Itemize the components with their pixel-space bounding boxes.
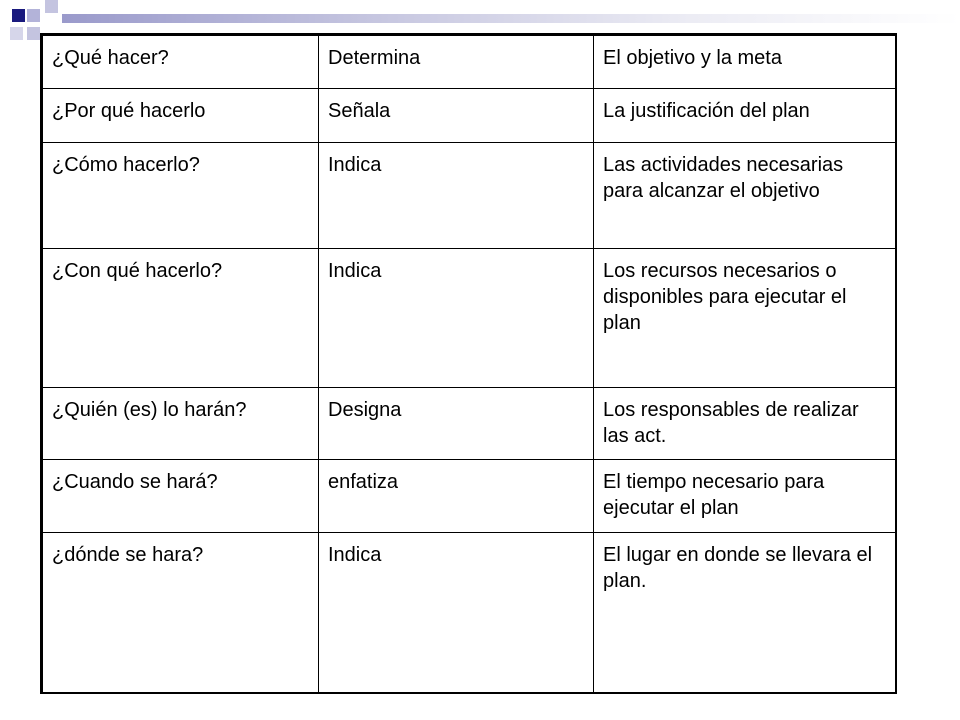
question-cell: ¿dónde se hara? [43, 533, 319, 693]
decor-square-lavender [27, 27, 40, 40]
verb-cell: Determina [319, 36, 594, 89]
answer-cell: La justificación del plan [594, 89, 896, 143]
table-row [43, 533, 896, 693]
decor-gradient-bar [62, 14, 960, 23]
decor-square-lavender [45, 0, 58, 13]
verb-cell: Designa [319, 388, 594, 460]
answer-cell: Las actividades necesarias para alcanzar el objetivo [594, 143, 896, 249]
question-cell: ¿Por qué hacerlo [43, 89, 319, 143]
answer-cell: Los responsables de realizar las act. [594, 388, 896, 460]
verb-cell: Indica [319, 249, 594, 388]
planning-table-grid [42, 35, 896, 693]
question-cell: ¿Quién (es) lo harán? [43, 388, 319, 460]
verb-cell: enfatiza [319, 460, 594, 533]
decor-square-lavender [10, 27, 23, 40]
table-row [43, 249, 896, 388]
verb-cell: Indica [319, 533, 594, 693]
answer-cell: Los recursos necesarios o disponibles para ejecutar el plan [594, 249, 896, 388]
decor-square-navy [12, 9, 25, 22]
question-cell: ¿Con qué hacerlo? [43, 249, 319, 388]
table-row [43, 388, 896, 460]
table-row [43, 89, 896, 143]
decor-square-lavender [27, 9, 40, 22]
question-cell: ¿Qué hacer? [43, 36, 319, 89]
question-cell: ¿Cuando se hará? [43, 460, 319, 533]
answer-cell: El objetivo y la meta [594, 36, 896, 89]
answer-cell: El lugar en donde se llevara el plan. [594, 533, 896, 693]
table-row [43, 460, 896, 533]
table-row [43, 36, 896, 89]
question-cell: ¿Cómo hacerlo? [43, 143, 319, 249]
table-row [43, 143, 896, 249]
verb-cell: Indica [319, 143, 594, 249]
verb-cell: Señala [319, 89, 594, 143]
answer-cell: El tiempo necesario para ejecutar el plan [594, 460, 896, 533]
planning-table [40, 33, 897, 694]
